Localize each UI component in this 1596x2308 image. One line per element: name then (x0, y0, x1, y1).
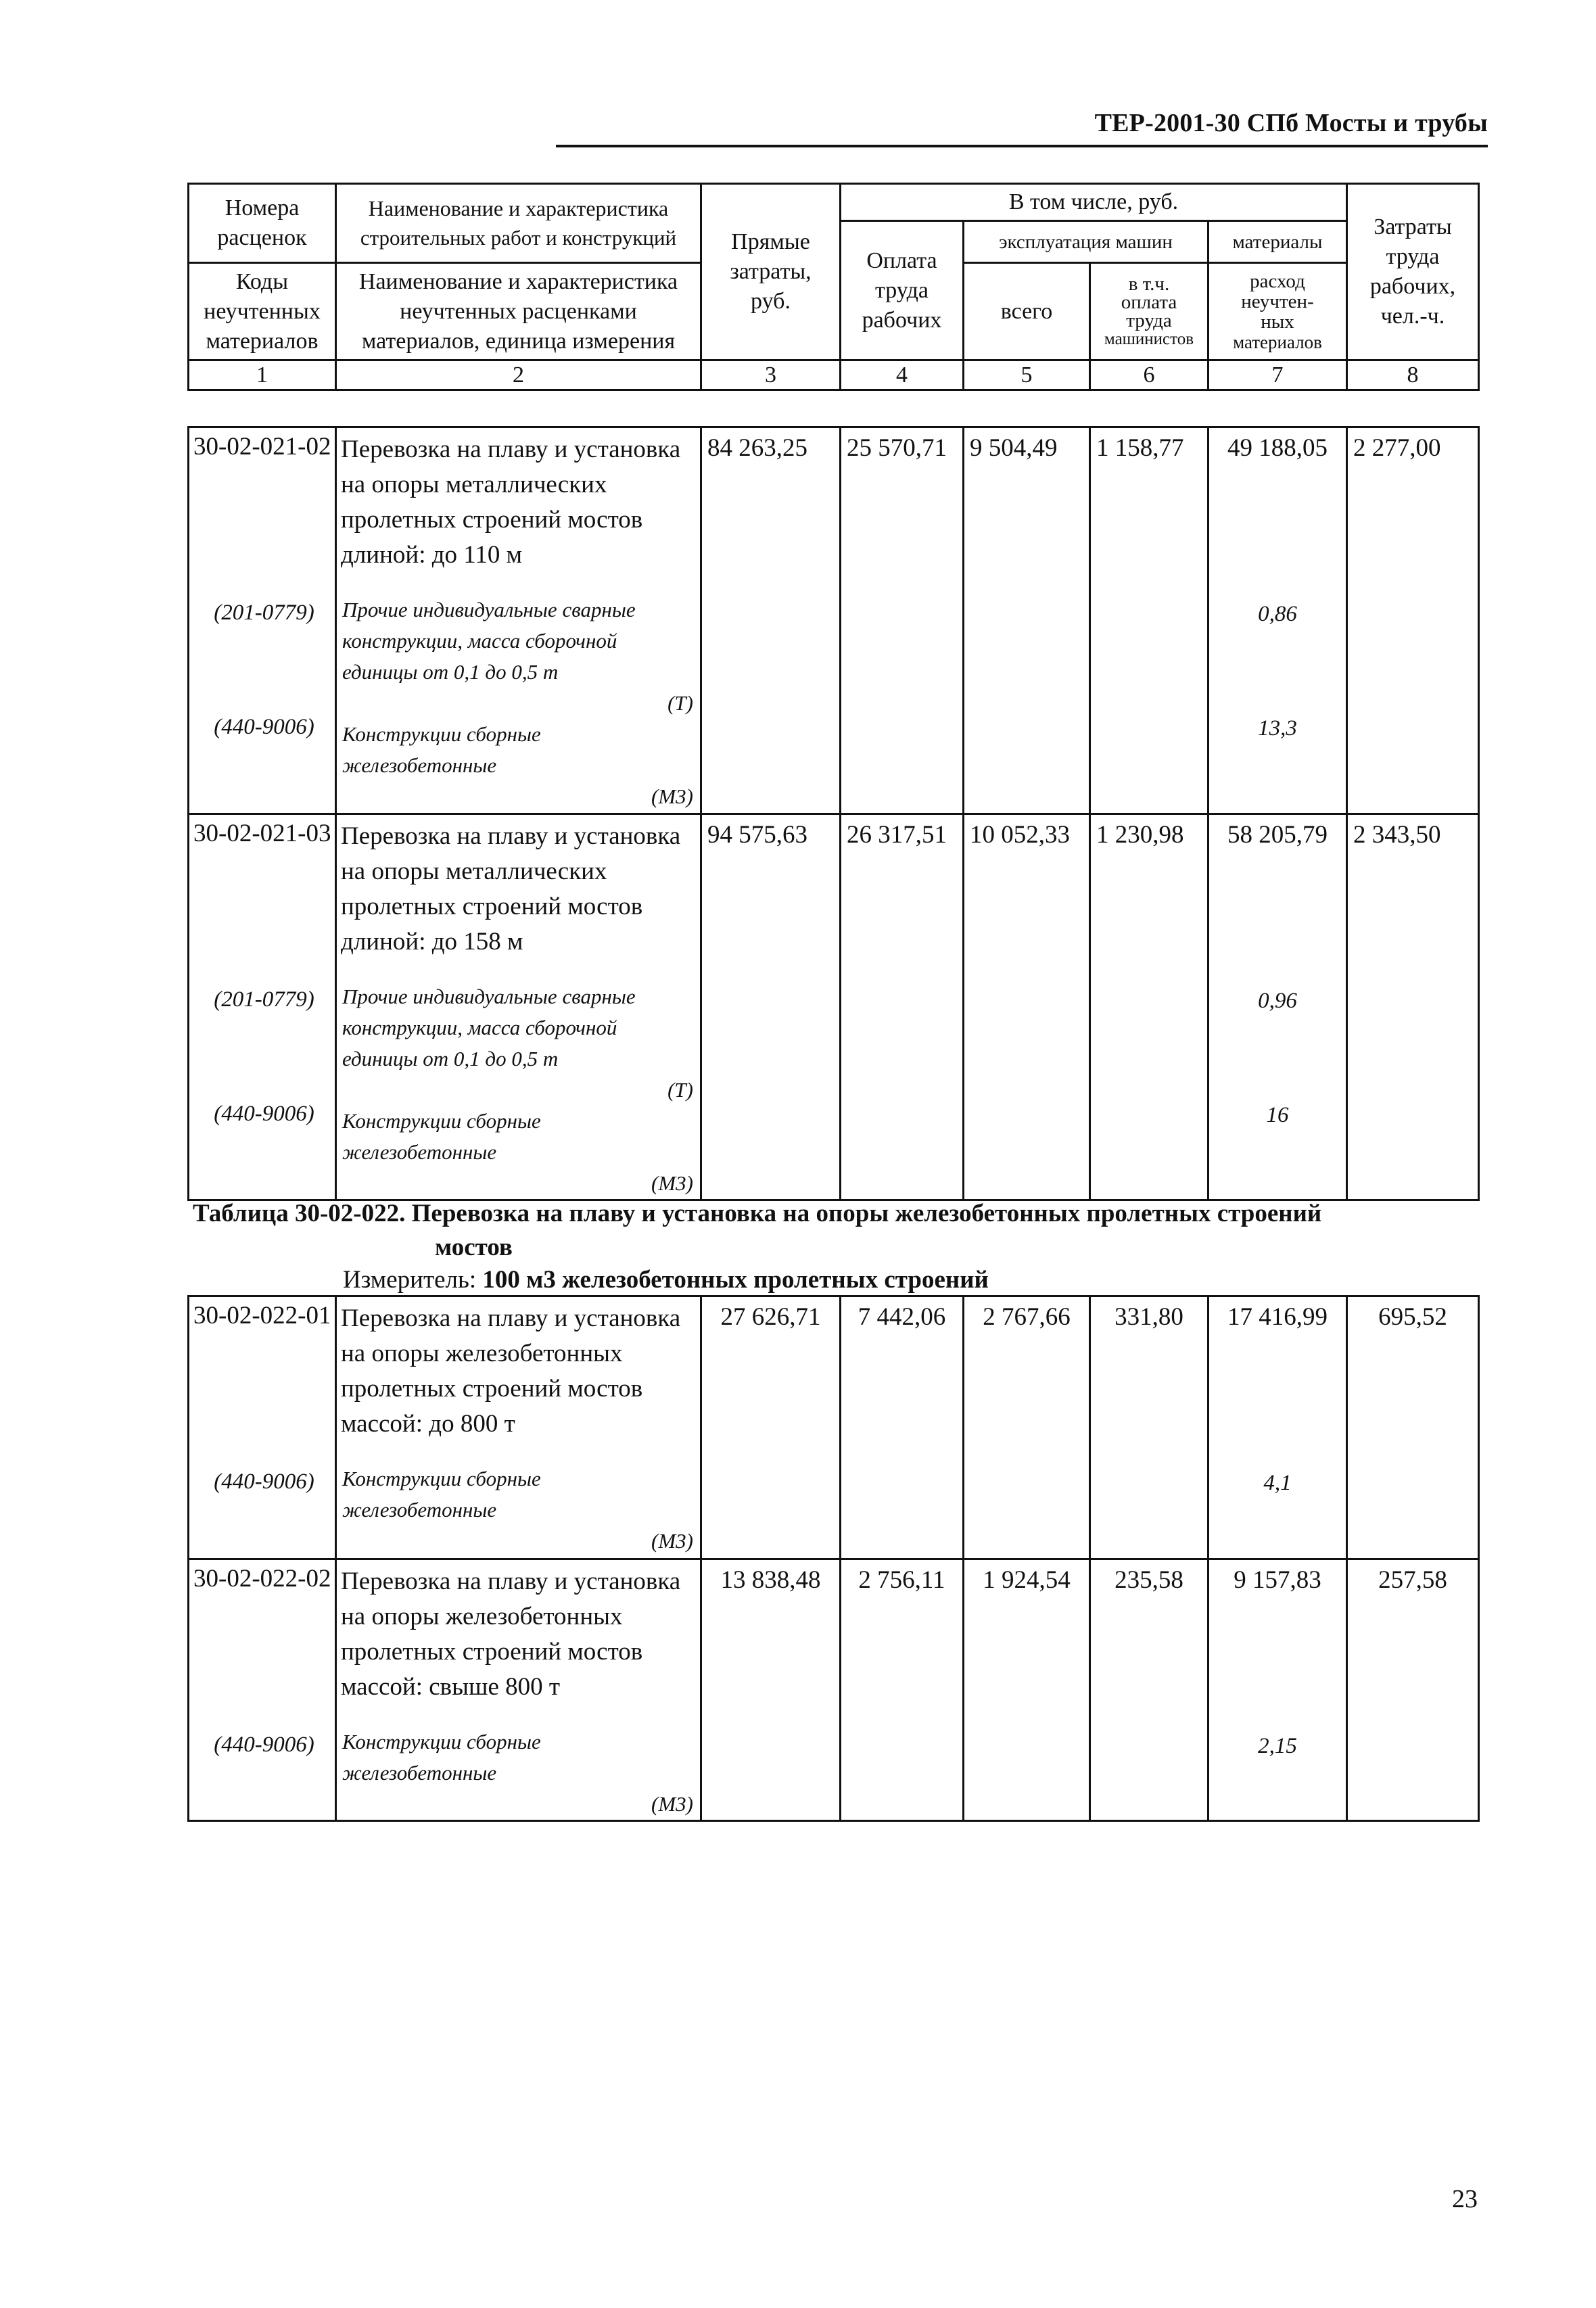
machinist-wages: 331,80 (1090, 1296, 1208, 1559)
material-unit: (Т) (667, 691, 693, 715)
header-labor-costs: Затраты труда рабочих, чел.-ч. (1347, 184, 1479, 360)
table-caption: Таблица 30-02-022. Перевозка на плаву и установка на опоры железобетонных пролетных строений мостов (193, 1200, 1322, 1261)
column-number: 2 (336, 360, 701, 390)
column-number: 5 (964, 360, 1090, 390)
rates-table-021 (187, 426, 1480, 1201)
header-machine-operation: эксплуатация машин (964, 221, 1208, 263)
material-consumption: 0,86 (1258, 602, 1297, 626)
header-material-names: Наименование и характеристика неучтенных расценками материалов, единица измерения (336, 263, 701, 360)
machinist-wages: 1 230,98 (1090, 814, 1208, 1200)
header-work-name: Наименование и характеристика строительных работ и конструкций (336, 184, 701, 263)
materials-cost: 9 157,83 (1234, 1566, 1321, 1594)
column-number: 7 (1208, 360, 1347, 390)
rate-code: 30-02-022-01 (193, 1302, 331, 1329)
material-code: (201-0779) (214, 987, 314, 1012)
table-row (189, 1296, 1479, 1559)
material-name: Прочие индивидуальные сварные конструкции, масса сборочной единицы от 0,1 до 0,5 т (Т) Конструкции сборные железобетонные (М3) (337, 980, 700, 1199)
labor-hours: 2 277,00 (1347, 427, 1479, 814)
material-code: (440-9006) (214, 715, 314, 739)
material-code: (201-0779) (214, 600, 314, 625)
material-name: Прочие индивидуальные сварные конструкции, масса сборочной единицы от 0,1 до 0,5 т (Т) Конструкции сборные железобетонные (М3) (337, 593, 700, 812)
labor-hours: 2 343,50 (1347, 814, 1479, 1200)
rate-code: 30-02-021-02 (193, 433, 331, 461)
column-number: 3 (701, 360, 841, 390)
header-including: В том числе, руб. (841, 184, 1347, 221)
material-code: (440-9006) (214, 1469, 314, 1494)
rates-table-022 (187, 1295, 1480, 1822)
direct-costs: 94 575,63 (701, 814, 841, 1200)
material-consumption: 2,15 (1258, 1734, 1297, 1758)
column-number: 1 (189, 360, 336, 390)
direct-costs: 84 263,25 (701, 427, 841, 814)
page-number: 23 (1452, 2185, 1478, 2213)
materials-cost: 49 188,05 (1227, 434, 1328, 462)
header-rate-number: Номера расценок (189, 184, 336, 263)
table-row (189, 1559, 1479, 1821)
material-consumption: 0,96 (1258, 989, 1297, 1013)
material-consumption: 4,1 (1263, 1471, 1292, 1495)
table-row (189, 814, 1479, 1200)
running-header: ТЕР-2001-30 СПб Мосты и трубы (1094, 109, 1488, 137)
column-number: 6 (1090, 360, 1208, 390)
material-code: (440-9006) (214, 1733, 314, 1757)
machine-total: 10 052,33 (964, 814, 1090, 1200)
direct-costs: 13 838,48 (701, 1559, 841, 1821)
column-number: 4 (841, 360, 964, 390)
header-machinist-wages: в т.ч. оплата труда машинистов (1090, 263, 1208, 360)
header-machine-total: всего (964, 263, 1090, 360)
header-unaccounted-materials: расход неучтен- ных материалов (1208, 263, 1347, 360)
machinist-wages: 1 158,77 (1090, 427, 1208, 814)
measure-unit: Измеритель: 100 м3 железобетонных пролетных строений (343, 1266, 989, 1294)
machine-total: 9 504,49 (964, 427, 1090, 814)
material-code: (440-9006) (214, 1102, 314, 1126)
work-name: Перевозка на плаву и установка на опоры металлических пролетных строений мостов длиной: до 158 м (341, 822, 681, 956)
labor-hours: 257,58 (1347, 1559, 1479, 1821)
table-row (189, 427, 1479, 814)
direct-costs: 27 626,71 (701, 1296, 841, 1559)
material-unit: (М3) (651, 1529, 693, 1553)
header-materials: материалы (1208, 221, 1347, 263)
worker-wages: 2 756,11 (841, 1559, 964, 1821)
header-rule (556, 145, 1488, 147)
header-worker-wages: Оплата труда рабочих (841, 221, 964, 360)
machine-total: 2 767,66 (964, 1296, 1090, 1559)
worker-wages: 26 317,51 (841, 814, 964, 1200)
work-name: Перевозка на плаву и установка на опоры железобетонных пролетных строений мостов массой: свыше 800 т (341, 1568, 681, 1701)
material-unit: (М3) (651, 1171, 693, 1195)
material-consumption: 13,3 (1258, 716, 1297, 740)
rate-code: 30-02-021-03 (193, 820, 331, 847)
worker-wages: 7 442,06 (841, 1296, 964, 1559)
work-name: Перевозка на плаву и установка на опоры металлических пролетных строений мостов длиной: до 110 м (341, 435, 681, 569)
materials-cost: 58 205,79 (1227, 821, 1328, 849)
material-name: Конструкции сборные железобетонные (М3) (337, 1725, 700, 1820)
machinist-wages: 235,58 (1090, 1559, 1208, 1821)
material-name: Конструкции сборные железобетонные (М3) (337, 1462, 700, 1557)
rate-code: 30-02-022-02 (193, 1565, 331, 1593)
labor-hours: 695,52 (1347, 1296, 1479, 1559)
header-direct-costs: Прямые затраты, руб. (701, 184, 841, 360)
machine-total: 1 924,54 (964, 1559, 1090, 1821)
material-consumption: 16 (1266, 1103, 1289, 1127)
worker-wages: 25 570,71 (841, 427, 964, 814)
materials-cost: 17 416,99 (1227, 1303, 1328, 1331)
column-header-table (187, 183, 1480, 391)
material-unit: (М3) (651, 784, 693, 808)
work-name: Перевозка на плаву и установка на опоры железобетонных пролетных строений мостов массой: до 800 т (341, 1304, 681, 1438)
column-number: 8 (1347, 360, 1479, 390)
material-unit: (М3) (651, 1792, 693, 1816)
material-unit: (Т) (667, 1078, 693, 1102)
header-material-codes: Коды неучтенных материалов (189, 263, 336, 360)
